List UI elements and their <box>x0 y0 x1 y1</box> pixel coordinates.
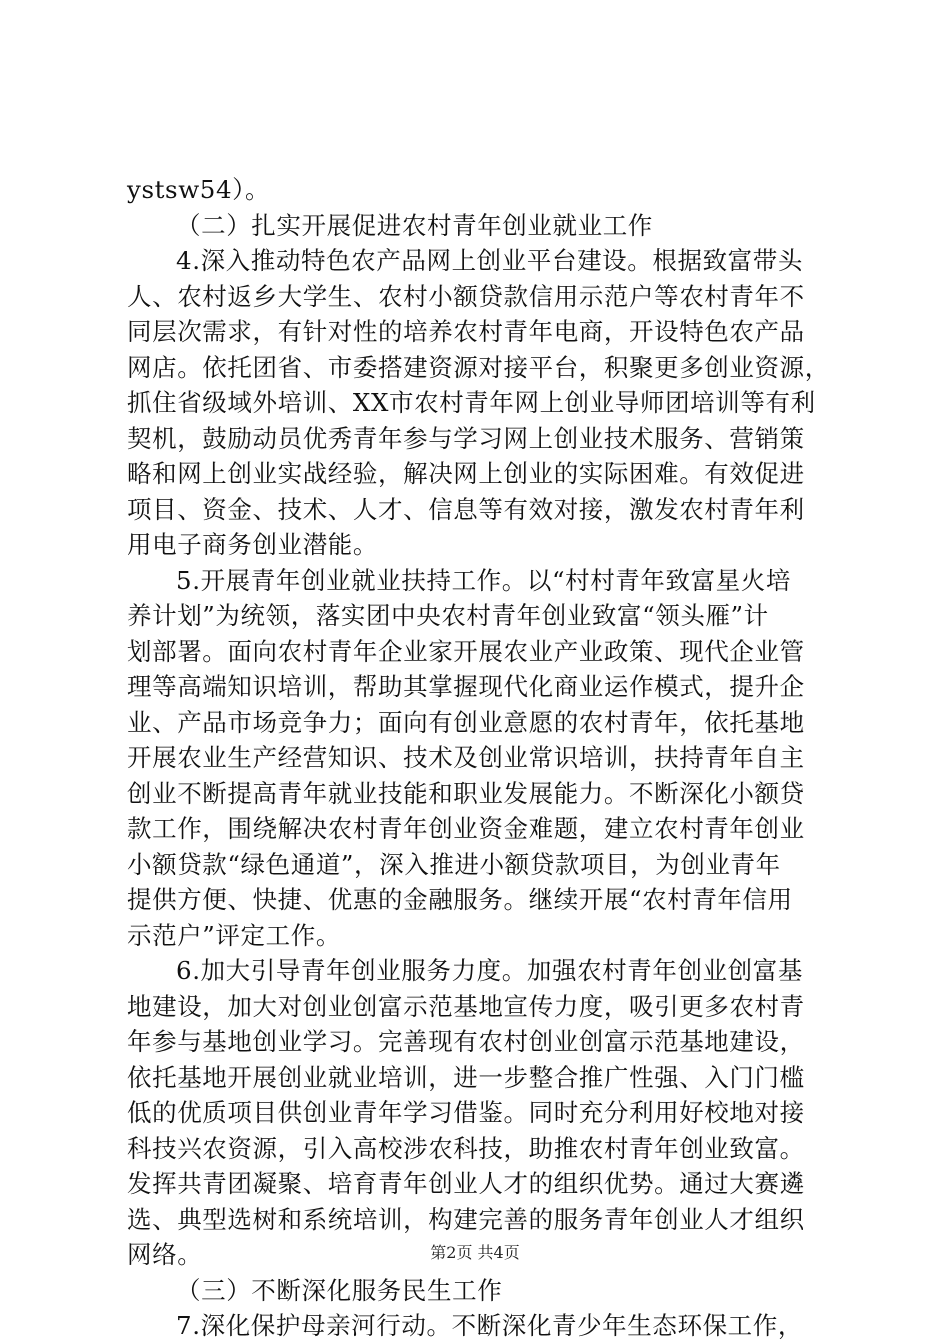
text-line: 提供方便、快捷、优惠的金融服务。继续开展“农村青年信用 <box>127 885 793 914</box>
page-footer: 第2页 共4页 <box>430 1243 520 1262</box>
text-line: 依托基地开展创业就业培训，进一步整合推广性强、入门门槛 <box>127 1062 805 1092</box>
text-line: 低的优质项目供创业青年学习借鉴。同时充分利用好校地对接 <box>127 1098 805 1127</box>
text-line: 网店。依托团省、市委搭建资源对接平台，积聚更多创业资源， <box>127 352 830 382</box>
text-line: 款工作，围绕解决农村青年创业资金难题，建立农村青年创业 <box>127 814 805 843</box>
text-line: 业、产品市场竞争力；面向有创业意愿的农村青年，依托基地 <box>127 707 805 737</box>
text-line: 用电子商务创业潜能。 <box>127 530 378 559</box>
text-line: 项目、资金、技术、人才、信息等有效对接，激发农村青年利 <box>127 494 805 524</box>
text-line: 人、农村返乡大学生、农村小额贷款信用示范户等农村青年不 <box>127 281 805 311</box>
text-line: 略和网上创业实战经验，解决网上创业的实际困难。有效促进 <box>127 459 805 488</box>
text-line: 地建设，加大对创业创富示范基地宣传力度，吸引更多农村青 <box>127 991 805 1021</box>
text-line: 划部署。面向农村青年企业家开展农业产业政策、现代企业管 <box>127 636 805 666</box>
text-line: 7.深化保护母亲河行动。不断深化青少年生态环保工作， <box>176 1311 803 1340</box>
text-line: 网络。 <box>127 1240 203 1269</box>
text-line: 同层次需求，有针对性的培养农村青年电商，开设特色农产品 <box>127 317 805 346</box>
text-line: 理等高端知识培训，帮助其掌握现代化商业运作模式，提升企 <box>127 672 805 701</box>
text-line: （二）扎实开展促进农村青年创业就业工作 <box>176 210 653 240</box>
text-line: 5.开展青年创业就业扶持工作。以“村村青年致富星火培 <box>176 565 791 595</box>
text-line: 开展农业生产经营知识、技术及创业常识培训，扶持青年自主 <box>127 743 805 772</box>
document-body <box>127 172 839 1344</box>
text-line: 小额贷款“绿色通道”，深入推进小额贷款项目，为创业青年 <box>127 849 781 879</box>
text-line: 示范户”评定工作。 <box>127 920 341 950</box>
text-line: 4.深入推动特色农产品网上创业平台建设。根据致富带头 <box>176 246 803 275</box>
text-line: 抓住省级域外培训、XX市农村青年网上创业导师团培训等有利 <box>127 388 816 417</box>
text-line: （三）不断深化服务民生工作 <box>176 1275 503 1305</box>
text-line: 养计划”为统领，落实团中央农村青年创业致富“领头雁”计 <box>127 601 769 630</box>
text-line: 6.加大引导青年创业服务力度。加强农村青年创业创富基 <box>176 956 803 985</box>
text-line: ystsw54）。 <box>127 175 271 204</box>
text-line: 创业不断提高青年就业技能和职业发展能力。不断深化小额贷 <box>127 778 805 808</box>
text-line: 发挥共青团凝聚、培育青年创业人才的组织优势。通过大赛遴 <box>127 1169 805 1198</box>
text-line: 科技兴农资源，引入高校涉农科技，助推农村青年创业致富。 <box>127 1133 805 1163</box>
text-line: 契机，鼓励动员优秀青年参与学习网上创业技术服务、营销策 <box>127 423 805 453</box>
text-line: 年参与基地创业学习。完善现有农村创业创富示范基地建设， <box>127 1027 805 1056</box>
text-line: 选、典型选树和系统培训，构建完善的服务青年创业人才组织 <box>127 1204 805 1234</box>
